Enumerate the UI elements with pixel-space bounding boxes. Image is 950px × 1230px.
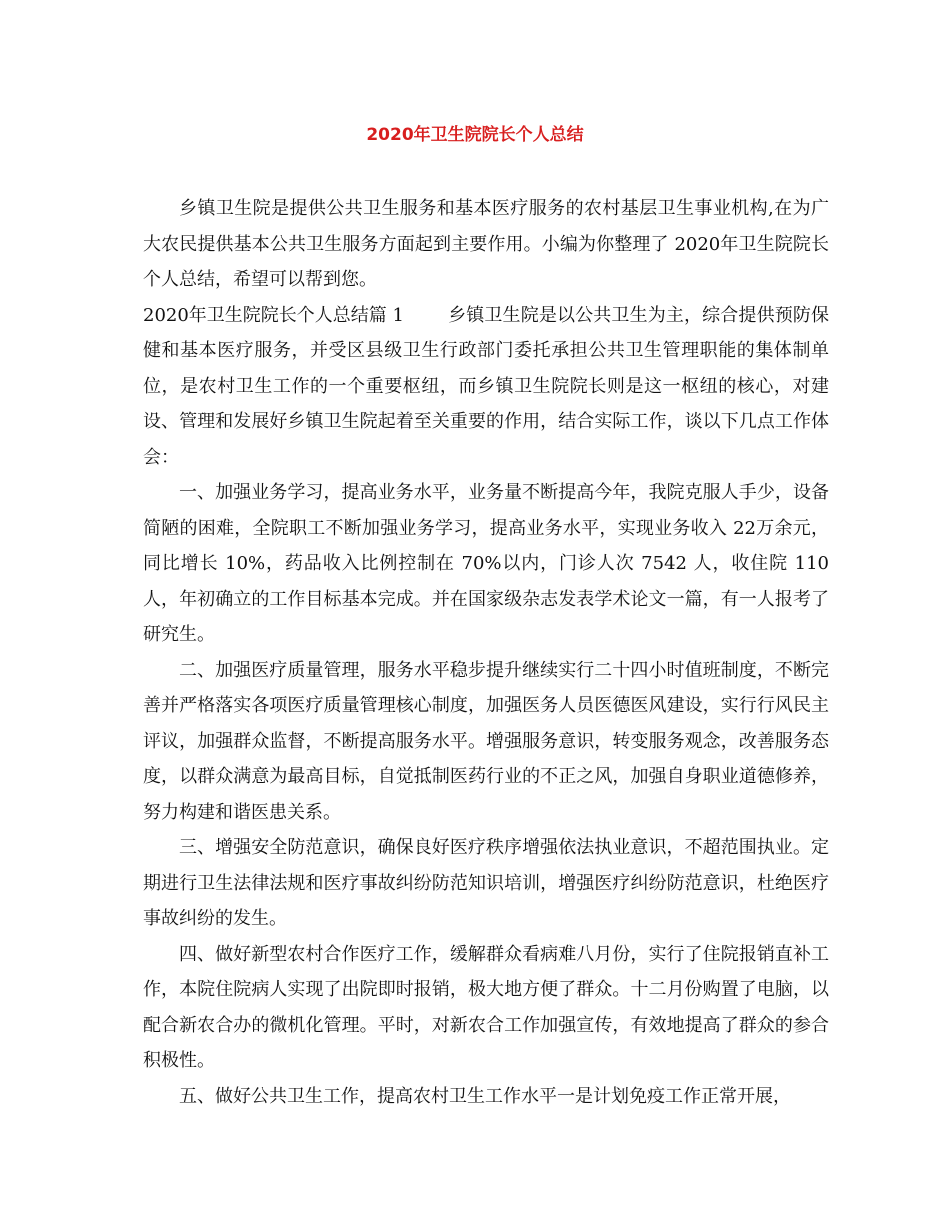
section-paragraph <box>143 298 829 476</box>
paragraph-2: 二、加强医疗质量管理，服务水平稳步提升继续实行二十四小时值班制度，不断完善并严格落实各项医疗质量管理核心制度，加强医务人员医德医风建设，实行行风民主评议，加强群众监督，不断提高服务水平。增强服务意识，转变服务观念，改善服务态度，以群众满意为最高目标，自觉抵制医药行业的不正之风，加强自身职业道德修养，努力构建和谐医患关系。 <box>143 659 829 823</box>
paragraph-4: 四、做好新型农村合作医疗工作，缓解群众看病难八月份，实行了住院报销直补工作，本院住院病人实现了出院即时报销，极大地方便了群众。十二月份购置了电脑，以配合新农合办的微机化管理。平时，对新农合工作加强宣传，有效地提高了群众的参合积极性。 <box>143 943 829 1071</box>
document-body <box>143 191 829 1114</box>
document-title: 2020年卫生院院长个人总结 <box>366 125 584 145</box>
paragraph-5: 五、做好公共卫生工作，提高农村卫生工作水平一是计划免疫工作正常开展， <box>179 1085 791 1107</box>
section-text: 乡镇卫生院是以公共卫生为主，综合提供预防保健和基本医疗服务，并受区县级卫生行政部门委托承担公共卫生管理职能的集体制单位，是农村卫生工作的一个重要枢纽，而乡镇卫生院院长则是这一枢纽的核心，对建设、管理和发展好乡镇卫生院起着至关重要的作用，结合实际工作，谈以下几点工作体会： <box>143 304 829 468</box>
section-label: 2020年卫生院院长个人总结篇 1 <box>143 304 404 326</box>
paragraph-3: 三、增强安全防范意识，确保良好医疗秩序增强依法执业意识，不超范围执业。定期进行卫生法律法规和医疗事故纠纷防范知识培训，增强医疗纠纷防范意识，杜绝医疗事故纠纷的发生。 <box>143 837 829 929</box>
paragraph-1: 一、加强业务学习，提高业务水平，业务量不断提高今年，我院克服人手少，设备简陋的困难，全院职工不断加强业务学习，提高业务水平，实现业务收入 22万余元，同比增长 10%，药品收入比例控制在 70%以内，门诊人次 7542 人，收住院 110 人，年初确立的工作目标基本完成。并在国家级杂志发表学术论文一篇，有一人报考了研究生。 <box>143 482 829 645</box>
intro-paragraph: 乡镇卫生院是提供公共卫生服务和基本医疗服务的农村基层卫生事业机构,在为广大农民提供基本公共卫生服务方面起到主要作用。小编为你整理了 2020年卫生院院长个人总结，希望可以帮到您。 <box>143 198 829 290</box>
